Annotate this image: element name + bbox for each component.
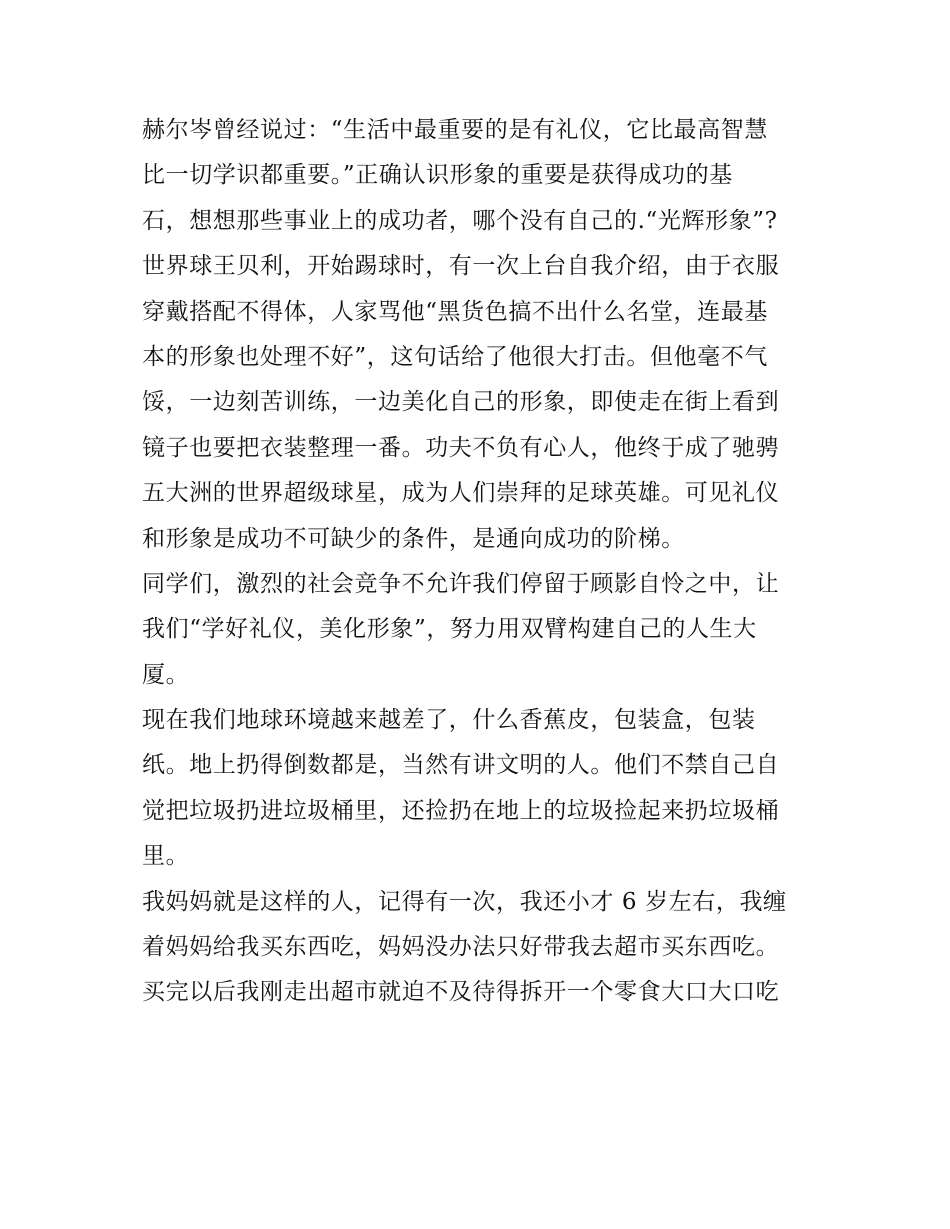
- text-line: 镜子也要把衣装整理一番。功夫不负有心人，他终于成了驰骋: [142, 434, 780, 461]
- paragraph-3: [142, 698, 822, 880]
- text-line: 我们“学好礼仪，美化形象”，努力用双臂构建自己的人生大: [142, 616, 757, 643]
- text-line: 里。: [142, 843, 190, 870]
- text-line: 比一切学识都重要。”正确认识形象的重要是获得成功的基: [142, 162, 733, 189]
- paragraph-4: [142, 880, 822, 1016]
- text-line: 买完以后我刚走出超市就迫不及待得拆开一个零食大口大口吃: [142, 979, 780, 1006]
- text-line: 同学们，激烈的社会竞争不允许我们停留于顾影自怜之中，让: [142, 570, 780, 597]
- text-line: 觉把垃圾扔进垃圾桶里，还捡扔在地上的垃圾捡起来扔垃圾桶: [142, 797, 780, 824]
- paragraph-2: [142, 562, 822, 698]
- text-line: 现在我们地球环境越来越差了，什么香蕉皮，包装盒，包装: [142, 707, 756, 734]
- paragraph-1: [142, 108, 822, 562]
- text-line: 厦。: [142, 661, 190, 688]
- document-body: [142, 108, 822, 1016]
- text-line: 五大洲的世界超级球星，成为人们崇拜的足球英雄。可见礼仪: [142, 480, 780, 507]
- text-line: 纸。地上扔得倒数都是，当然有讲文明的人。他们不禁自己自: [142, 752, 780, 779]
- text-line: 我妈妈就是这样的人，记得有一次，我还小才 6 岁左右，我缠: [142, 888, 787, 915]
- text-line: 世界球王贝利，开始踢球时，有一次上台自我介绍，由于衣服: [142, 253, 780, 280]
- text-line: 穿戴搭配不得体，人家骂他“黑货色搞不出什么名堂，连最基: [142, 298, 768, 325]
- text-line: 本的形象也处理不好”，这句话给了他很大打击。但他毫不气: [142, 343, 768, 370]
- text-line: 石，想想那些事业上的成功者，哪个没有自己的.“光辉形象”?: [142, 207, 778, 234]
- text-line: 和形象是成功不可缺少的条件，是通向成功的阶梯。: [142, 525, 685, 552]
- text-line: 赫尔岑曾经说过：“生活中最重要的是有礼仪，它比最高智慧: [142, 117, 768, 143]
- text-line: 着妈妈给我买东西吃，妈妈没办法只好带我去超市买东西吃。: [142, 934, 780, 961]
- text-line: 馁，一边刻苦训练，一边美化自己的形象，即使走在街上看到: [142, 389, 780, 416]
